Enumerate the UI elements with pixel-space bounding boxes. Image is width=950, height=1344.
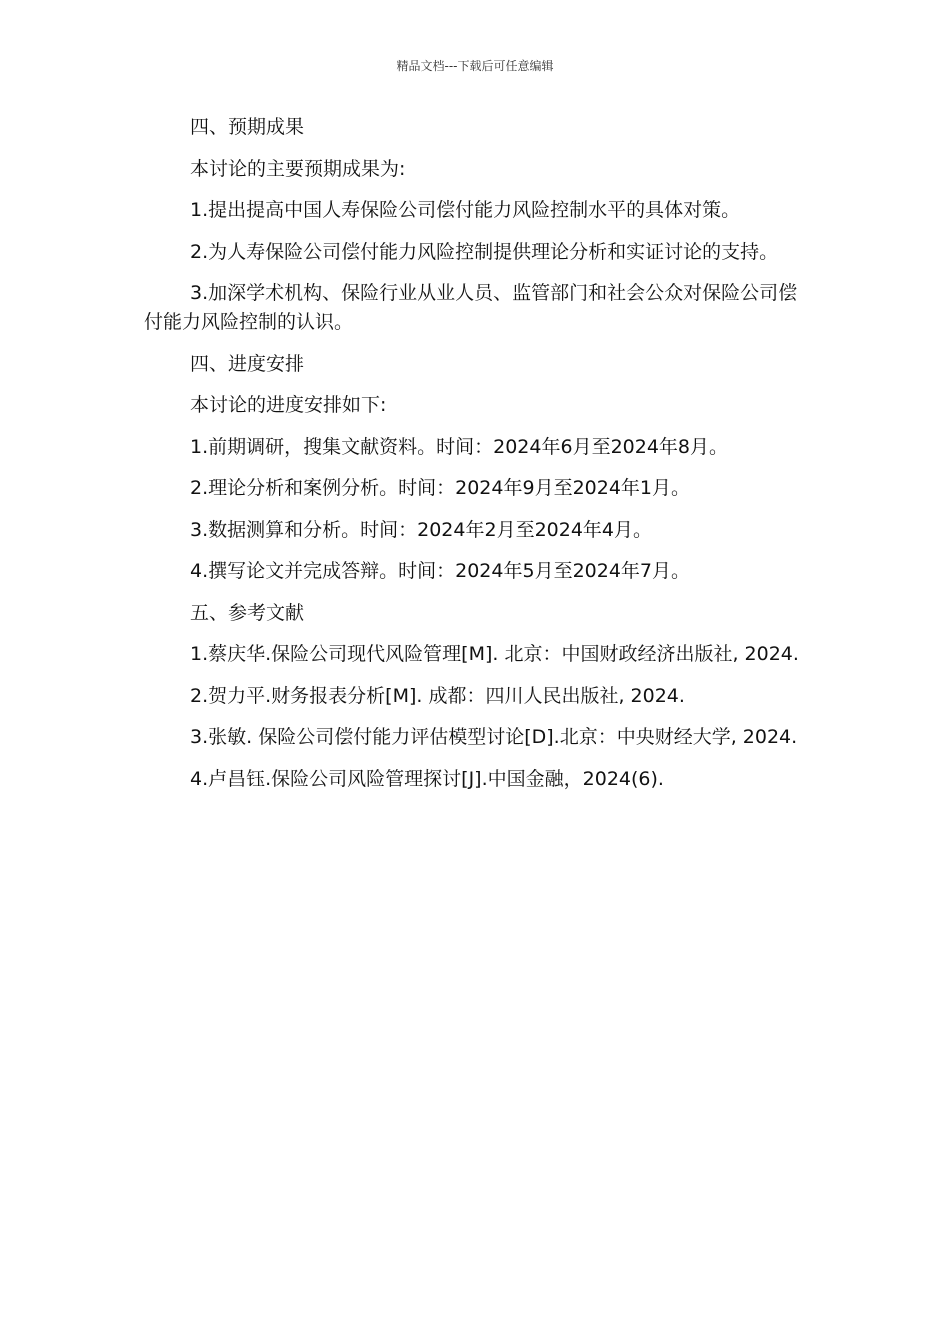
section-heading-references: 五、参考文献 — [190, 601, 305, 624]
reference-item: 4.卢昌钰.保险公司风险管理探讨[J].中国金融，2024(6). — [190, 767, 664, 790]
list-item: 1.提出提高中国人寿保险公司偿付能力风险控制水平的具体对策。 — [190, 199, 741, 221]
list-item: 2.理论分析和案例分析。时间：2024年9月至2024年1月。 — [190, 477, 691, 499]
list-item: 1.前期调研，搜集文献资料。时间：2024年6月至2024年8月。 — [190, 435, 729, 458]
paragraph: 本讨论的进度安排如下: — [190, 394, 387, 416]
list-item: 3.加深学术机构、保险行业从业人员、监管部门和社会公众对保险公司偿付能力风险控制的认识。 — [144, 282, 798, 333]
reference-item: 1.蔡庆华.保险公司现代风险管理[M]. 北京：中国财政经济出版社, 2024. — [190, 643, 799, 665]
reference-item: 2.贺力平.财务报表分析[M]. 成都：四川人民出版社, 2024. — [190, 684, 685, 707]
document-body — [144, 113, 800, 806]
page-header: 精品文档---下载后可任意编辑 — [396, 59, 554, 73]
section-heading-expected-results: 四、预期成果 — [190, 116, 305, 138]
section-heading-schedule: 四、进度安排 — [190, 352, 305, 375]
list-item: 4.撰写论文并完成答辩。时间：2024年5月至2024年7月。 — [190, 560, 691, 582]
list-item: 3.数据测算和分析。时间：2024年2月至2024年4月。 — [190, 518, 653, 541]
reference-item: 3.张敏. 保险公司偿付能力评估模型讨论[D].北京：中央财经大学, 2024. — [190, 726, 798, 748]
paragraph: 本讨论的主要预期成果为: — [190, 157, 406, 180]
list-item: 2.为人寿保险公司偿付能力风险控制提供理论分析和实证讨论的支持。 — [190, 240, 779, 263]
